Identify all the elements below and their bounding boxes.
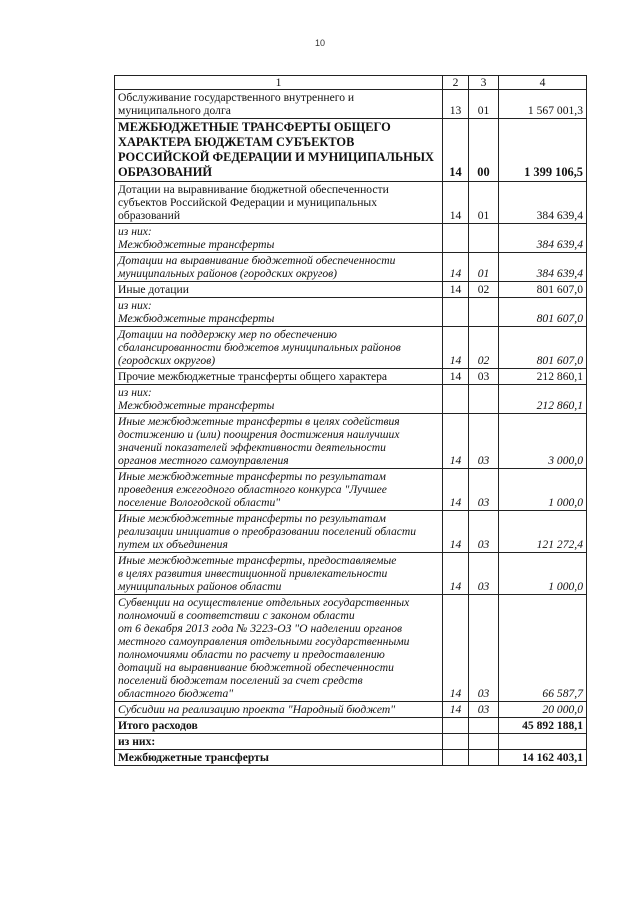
row-name: Иные межбюджетные трансферты, предоставляемые в целях развития инвестиционной привлекательности муниципальных районов области	[115, 553, 443, 595]
row-name: из них:	[115, 734, 443, 750]
row-amount: 384 639,4	[499, 253, 587, 282]
row-subsection: 03	[469, 702, 499, 718]
row-name: Дотации на выравнивание бюджетной обеспеченности муниципальных районов (городских округов)	[115, 253, 443, 282]
row-section: 14	[443, 119, 469, 182]
table-row	[115, 750, 587, 766]
table-row	[115, 414, 587, 469]
row-section: 14	[443, 469, 469, 511]
row-name: Прочие межбюджетные трансферты общего характера	[115, 369, 443, 385]
row-amount: 801 607,0	[499, 327, 587, 369]
row-amount: 801 607,0	[499, 298, 587, 327]
row-amount: 1 567 001,3	[499, 90, 587, 119]
row-name: из них: Межбюджетные трансферты	[115, 224, 443, 253]
table-row	[115, 253, 587, 282]
row-name: Иные межбюджетные трансферты в целях содействия достижению и (или) поощрения достижения наилучших значений показателей эффективности деятельности органов местного самоуправления	[115, 414, 443, 469]
row-subsection: 00	[469, 119, 499, 182]
table-row	[115, 385, 587, 414]
row-amount: 20 000,0	[499, 702, 587, 718]
row-subsection: 03	[469, 511, 499, 553]
row-amount: 14 162 403,1	[499, 750, 587, 766]
table-row	[115, 119, 587, 182]
row-subsection: 03	[469, 469, 499, 511]
row-subsection: 03	[469, 595, 499, 702]
row-subsection: 03	[469, 414, 499, 469]
row-name: Субсидии на реализацию проекта "Народный бюджет"	[115, 702, 443, 718]
row-section	[443, 298, 469, 327]
row-amount: 1 000,0	[499, 469, 587, 511]
row-subsection	[469, 750, 499, 766]
row-amount: 3 000,0	[499, 414, 587, 469]
table-row	[115, 511, 587, 553]
row-subsection	[469, 298, 499, 327]
row-section: 14	[443, 595, 469, 702]
table-row	[115, 298, 587, 327]
row-section: 14	[443, 182, 469, 224]
row-section	[443, 718, 469, 734]
row-name: Иные межбюджетные трансферты по результатам проведения ежегодного областного конкурса "Лучшее поселение Вологодской области"	[115, 469, 443, 511]
budget-table	[114, 75, 587, 766]
row-amount: 384 639,4	[499, 182, 587, 224]
row-section: 14	[443, 369, 469, 385]
row-section: 14	[443, 702, 469, 718]
table-row	[115, 182, 587, 224]
table-row	[115, 469, 587, 511]
table-row	[115, 553, 587, 595]
header-col-3: 3	[469, 76, 499, 90]
row-subsection	[469, 385, 499, 414]
table-header-row	[115, 76, 587, 90]
row-name: из них: Межбюджетные трансферты	[115, 385, 443, 414]
row-section: 14	[443, 327, 469, 369]
row-amount: 1 000,0	[499, 553, 587, 595]
table-row	[115, 702, 587, 718]
row-amount: 45 892 188,1	[499, 718, 587, 734]
row-section: 14	[443, 553, 469, 595]
table-row	[115, 718, 587, 734]
table-row	[115, 369, 587, 385]
page-number: 10	[314, 38, 325, 48]
row-subsection: 03	[469, 369, 499, 385]
row-subsection: 01	[469, 253, 499, 282]
row-section: 14	[443, 511, 469, 553]
row-subsection: 03	[469, 553, 499, 595]
row-name: Иные межбюджетные трансферты по результатам реализации инициатив о преобразовании поселений области путем их объединения	[115, 511, 443, 553]
table-row	[115, 282, 587, 298]
header-col-2: 2	[443, 76, 469, 90]
row-name: Итого расходов	[115, 718, 443, 734]
row-amount	[499, 734, 587, 750]
row-amount: 212 860,1	[499, 385, 587, 414]
row-name: из них: Межбюджетные трансферты	[115, 298, 443, 327]
row-subsection	[469, 718, 499, 734]
row-name: Дотации на поддержку мер по обеспечению сбалансированности бюджетов муниципальных районов (городских округов)	[115, 327, 443, 369]
row-name: Дотации на выравнивание бюджетной обеспеченности субъектов Российской Федерации и муниципальных образований	[115, 182, 443, 224]
row-amount: 801 607,0	[499, 282, 587, 298]
row-section	[443, 734, 469, 750]
row-amount: 66 587,7	[499, 595, 587, 702]
row-section	[443, 750, 469, 766]
row-section: 13	[443, 90, 469, 119]
row-name: Субвенции на осуществление отдельных государственных полномочий в соответствии с законом области от 6 декабря 2013 года № 3223-ОЗ "О наделении органов местного самоуправления отдельными государственными полномочиями области по расчету и предоставлению дотаций на выравнивание бюджетной обеспеченности поселений бюджетам поселений за счет средств областного бюджета"	[115, 595, 443, 702]
table-row	[115, 90, 587, 119]
row-subsection: 02	[469, 327, 499, 369]
row-section: 14	[443, 414, 469, 469]
table-row	[115, 224, 587, 253]
row-name: Межбюджетные трансферты	[115, 750, 443, 766]
row-name: Иные дотации	[115, 282, 443, 298]
table-row	[115, 734, 587, 750]
row-amount: 121 272,4	[499, 511, 587, 553]
row-name: Обслуживание государственного внутреннего и муниципального долга	[115, 90, 443, 119]
row-subsection: 01	[469, 182, 499, 224]
table-row	[115, 595, 587, 702]
row-section	[443, 224, 469, 253]
row-section: 14	[443, 282, 469, 298]
header-col-4: 4	[499, 76, 587, 90]
row-amount: 1 399 106,5	[499, 119, 587, 182]
row-subsection	[469, 224, 499, 253]
row-amount: 384 639,4	[499, 224, 587, 253]
row-section: 14	[443, 253, 469, 282]
row-section	[443, 385, 469, 414]
table-row	[115, 327, 587, 369]
row-subsection: 01	[469, 90, 499, 119]
row-name: МЕЖБЮДЖЕТНЫЕ ТРАНСФЕРТЫ ОБЩЕГО ХАРАКТЕРА БЮДЖЕТАМ СУБЪЕКТОВ РОССИЙСКОЙ ФЕДЕРАЦИИ И МУНИЦИПАЛЬНЫХ ОБРАЗОВАНИЙ	[115, 119, 443, 182]
row-amount: 212 860,1	[499, 369, 587, 385]
row-subsection: 02	[469, 282, 499, 298]
row-subsection	[469, 734, 499, 750]
header-col-1: 1	[115, 76, 443, 90]
